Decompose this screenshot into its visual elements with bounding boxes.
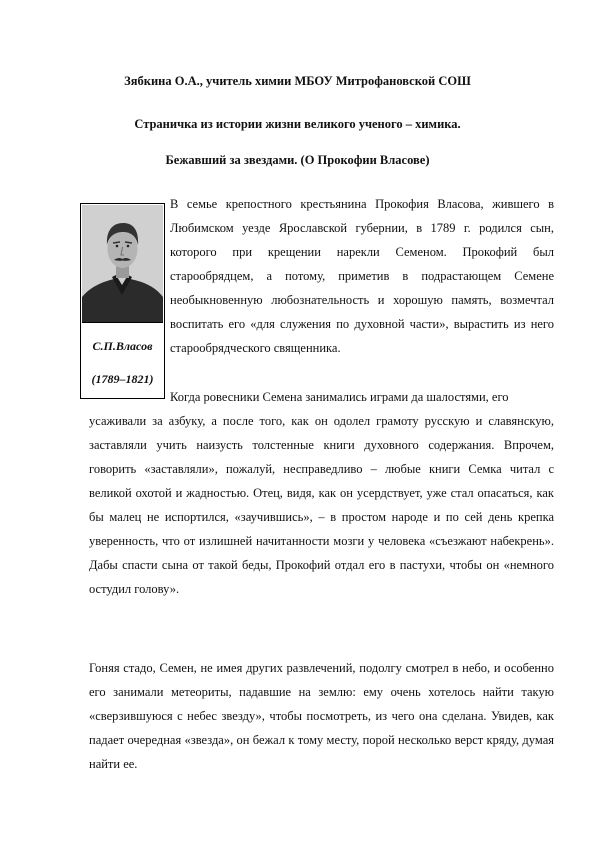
article-title: Бежавший за звездами. (О Прокофии Власове)	[165, 153, 430, 167]
portrait-image	[82, 205, 163, 323]
paragraph-2-rest: усаживали за азбуку, а после того, как он одолел грамоту русскую и славянскую, заставляли учить наизусть толстенные книги духовного содержания. Впрочем, говорить «заставляли», пожалуй, несправедливо – любые книги Семка читал с великой охотой и жадностью. Отец, видя, как он усердствует, уже стал опасаться, как бы малец не испортился, «заучившись», – в простом народе и по сей день крепка уверенность, что от излишней начитанности мозги у человека «съезжают набекрень». Дабы спасти сына от такой беды, Прокофий отдал его в пастухи, чтобы он «немного остудил голову».	[89, 414, 554, 596]
paragraph-3: Гоняя стадо, Семен, не имея других развлечений, подолгу смотрел в небо, и особенно его занимали метеориты, падавшие на землю: ему очень хотелось найти такую «сверзившуюся с небес звезду», чтобы посмотреть, из чего она сделана. Увидев, как падает очередная «звезда», он бежал к тому месту, порой несколько верст кряду, думая найти ее.	[89, 661, 554, 771]
portrait-caption-years: (1789–1821)	[91, 372, 154, 386]
portrait-caption-name: С.П.Власов	[92, 339, 153, 353]
paragraph-1: В семье крепостного крестьянина Прокофия Власова, жившего в Любимском уезде Ярославской губернии, в 1789 г. родился сын, которого при крещении нарекли Семеном. Прокофий был старообрядцем, а потому, приметив в подрастающем Семене необыкновенную любознательность и хорошую память, возмечтал воспитать его «для служения по духовной части», вырастить из него старообрядческого священника.	[170, 197, 554, 355]
portrait-frame	[80, 203, 165, 399]
author-line: Зябкина О.А., учитель химии МБОУ Митрофановской СОШ	[124, 74, 471, 88]
paragraph-2-start: Когда ровесники Семена занимались играми да шалостями, его	[170, 390, 509, 404]
subtitle: Страничка из истории жизни великого ученого – химика.	[134, 117, 461, 131]
